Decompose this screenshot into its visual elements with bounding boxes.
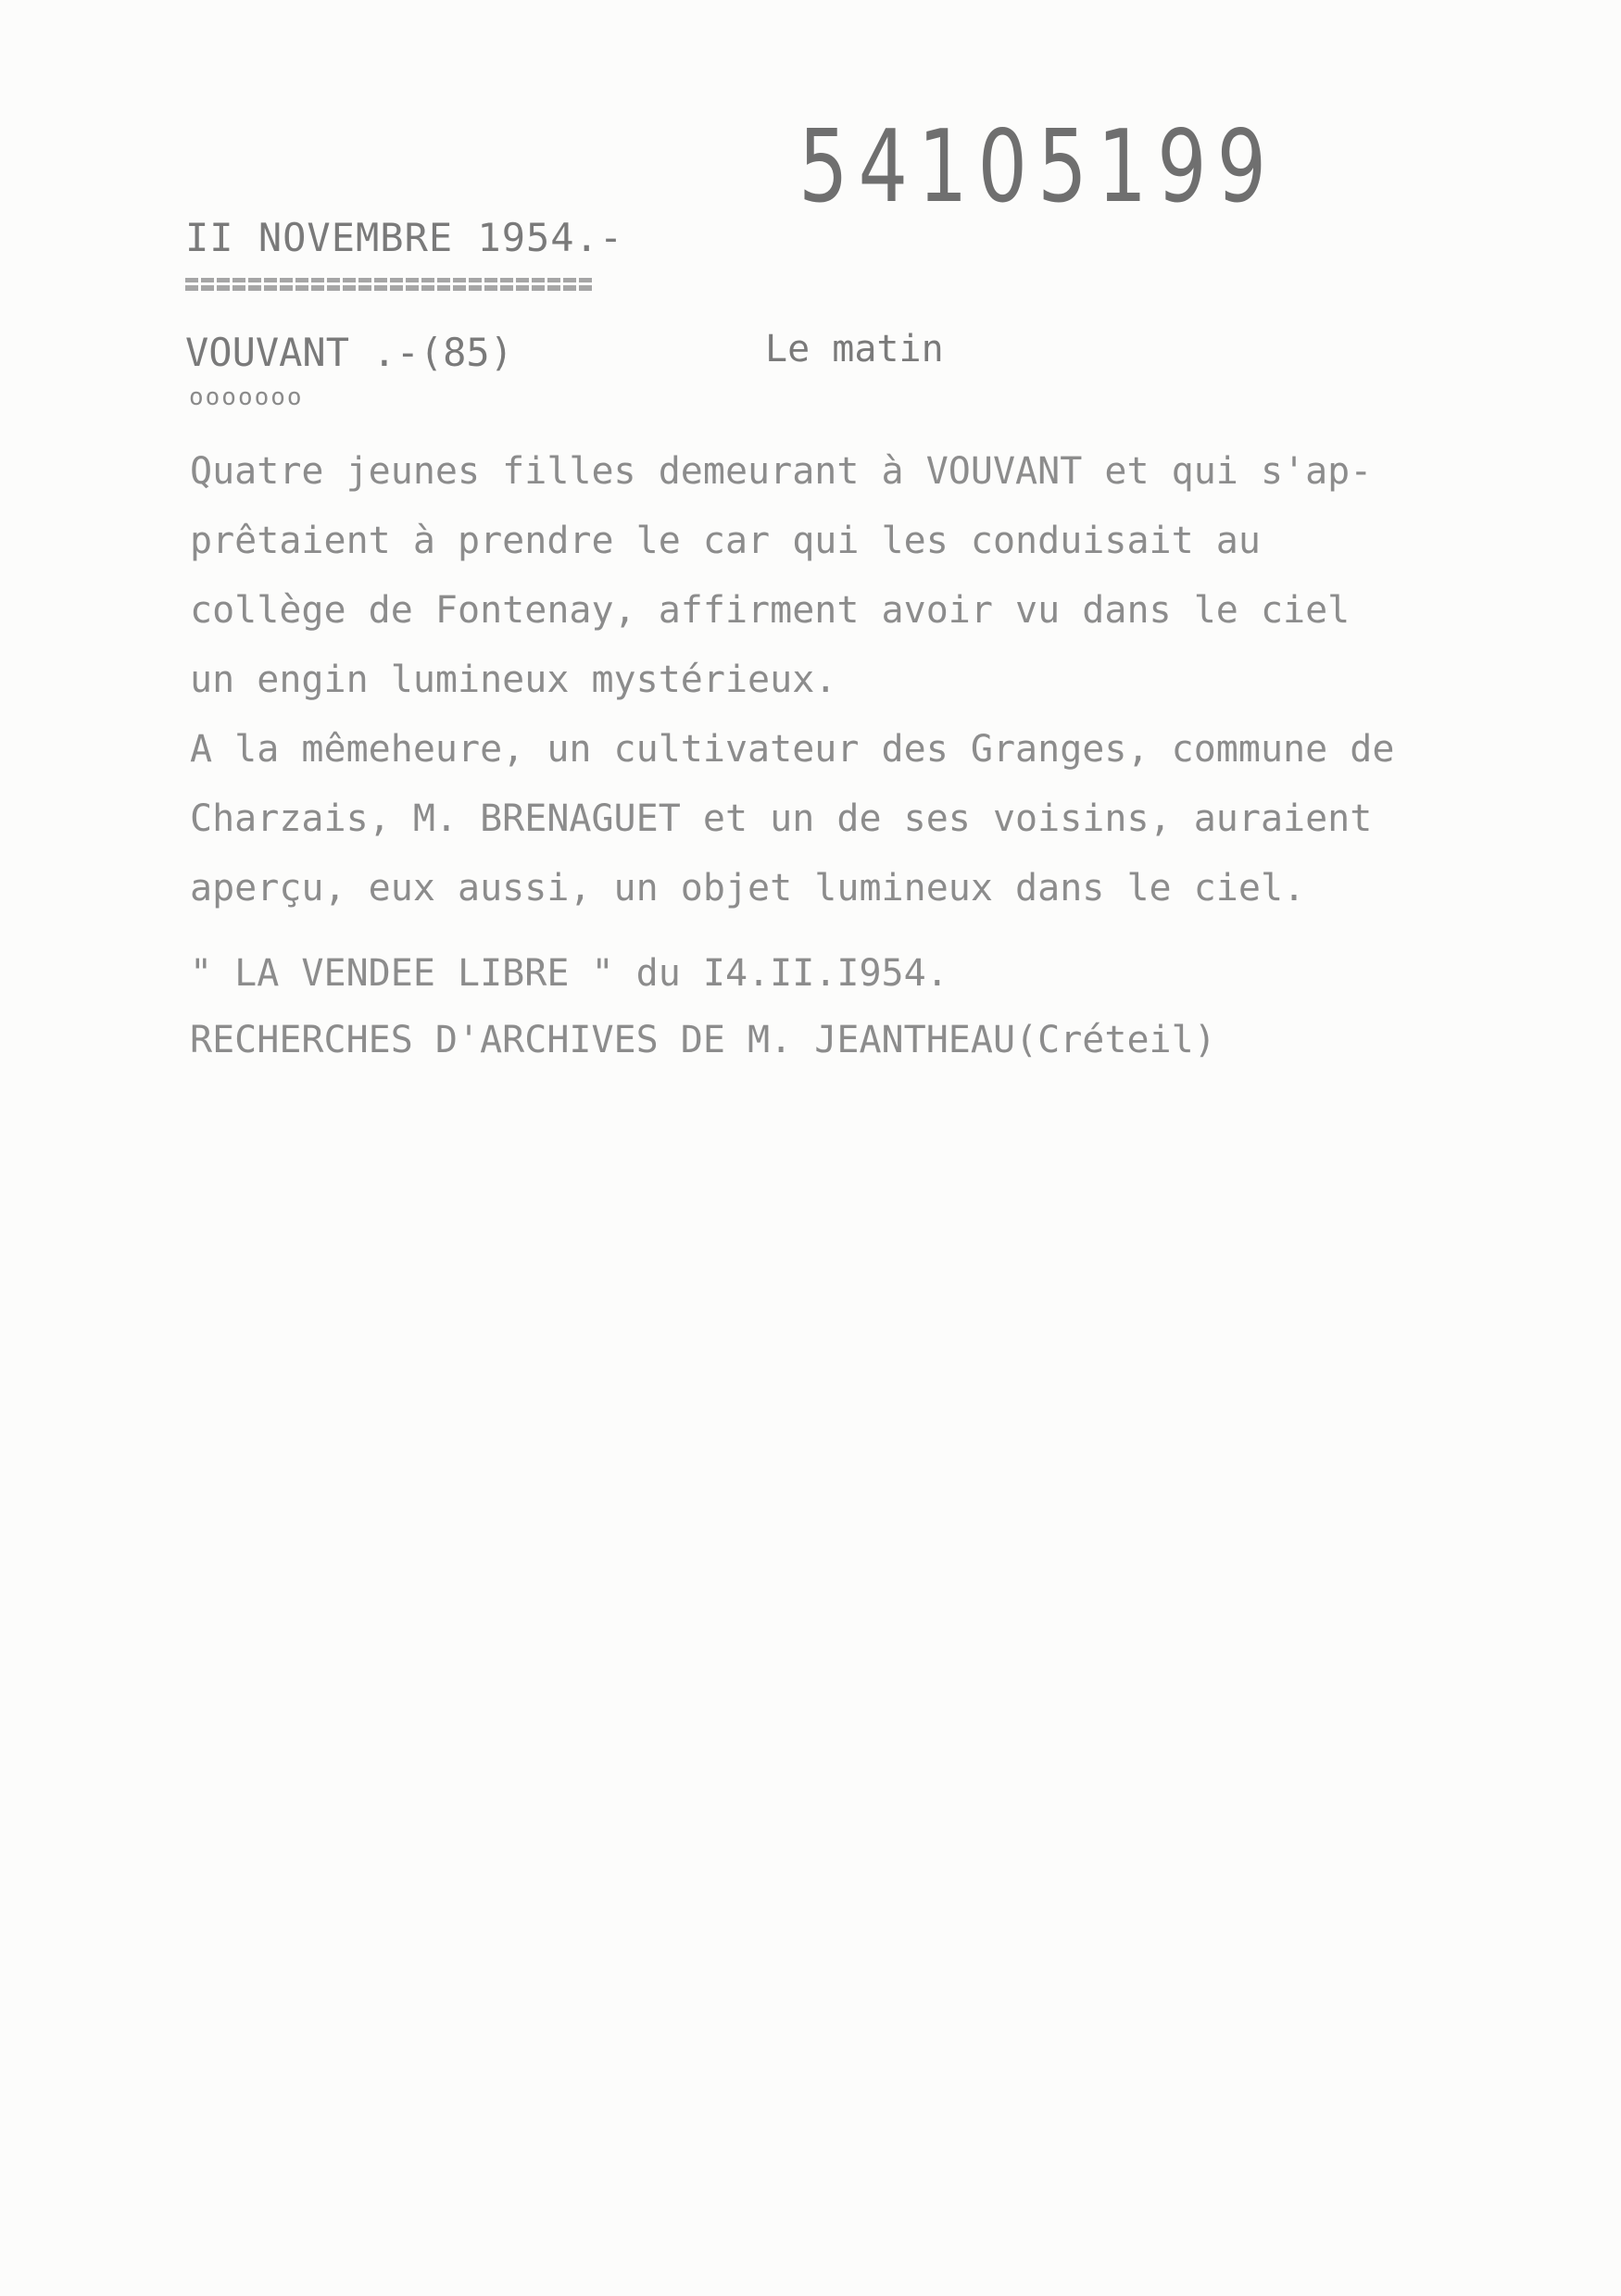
paragraph-line: Quatre jeunes filles demeurant à VOUVANT et qui s'ap- [190, 450, 1373, 493]
paragraph-line: collège de Fontenay, affirment avoir vu dans le ciel [190, 589, 1351, 632]
paragraph-line: prêtaient à prendre le car qui les conduisait au [190, 520, 1261, 562]
paragraph-line: A la mêmeheure, un cultivateur des Granges, commune de [190, 728, 1395, 771]
newspaper-source: " LA VENDEE LIBRE " du I4.II.I954. [190, 952, 949, 995]
reference-number: 54105199 [798, 109, 1277, 225]
report-date: II NOVEMBRE 1954.- [185, 215, 624, 260]
paragraph-line: aperçu, eux aussi, un objet lumineux dans le ciel. [190, 867, 1306, 910]
date-underline [185, 278, 593, 291]
report-place: VOUVANT .-(85) [185, 330, 514, 375]
report-paragraph [190, 437, 1524, 923]
report-time: Le matin [765, 328, 944, 370]
source-block [190, 945, 1216, 1078]
archive-credit: RECHERCHES D'ARCHIVES DE M. JEANTHEAU(Créteil) [190, 1019, 1216, 1061]
place-underline: ooooooo [189, 383, 304, 411]
paragraph-line: un engin lumineux mystérieux. [190, 659, 837, 701]
paragraph-line: Charzais, M. BRENAGUET et un de ses voisins, auraient [190, 797, 1373, 840]
